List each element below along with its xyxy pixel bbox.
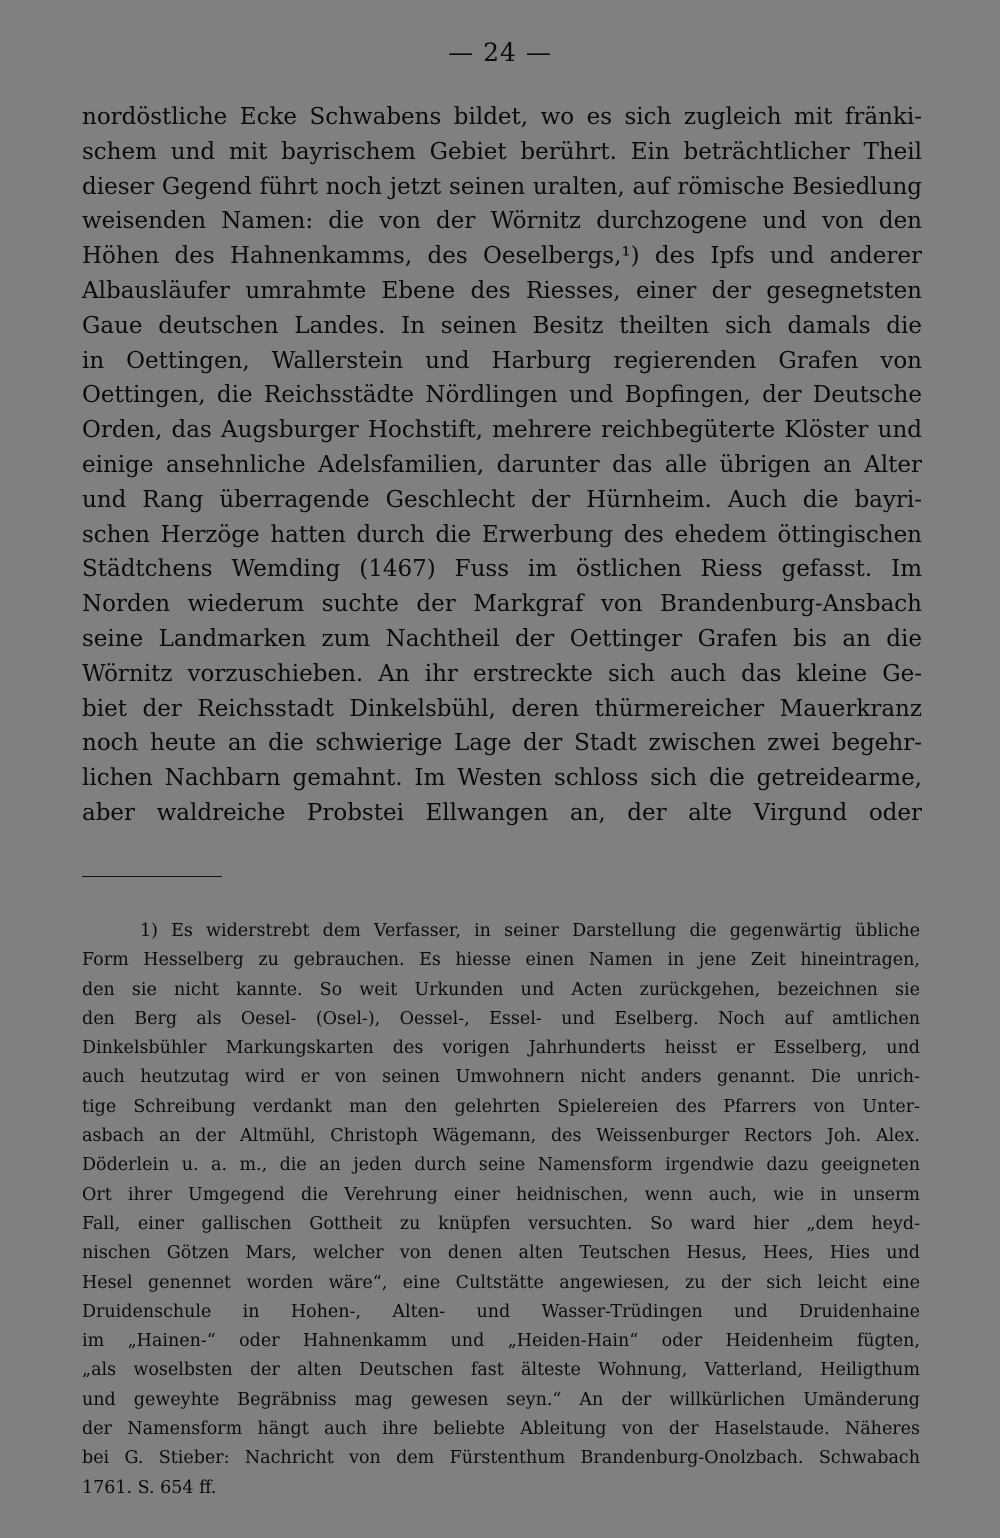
main-text <box>82 100 922 831</box>
footnote-line: Ort ihrer Umgegend die Verehrung einer heidnischen, wenn auch, wie in unserm <box>82 1184 920 1205</box>
page-number: — 24 — <box>448 38 552 67</box>
footnote-line: nischen Götzen Mars, welcher von denen alten Teutschen Hesus, Hees, Hies und <box>82 1243 920 1264</box>
footnote <box>82 917 920 1503</box>
text-line: schem und mit bayrischem Gebiet berührt. Ein beträchtlicher Theil <box>82 138 922 165</box>
footnote-line: Fall, einer gallischen Gottheit zu knüpfen versuchten. So ward hier „dem heyd- <box>82 1213 920 1234</box>
text-line: schen Herzöge hatten durch die Erwerbung des ehedem öttingischen <box>82 521 922 548</box>
footnote-line: asbach an der Altmühl, Christoph Wägemann, des Weissenburger Rectors Joh. Alex. <box>82 1126 920 1147</box>
text-line: einige ansehnliche Adelsfamilien, darunter das alle übrigen an Alter <box>82 451 922 478</box>
text-line: in Oettingen, Wallerstein und Harburg regierenden Grafen von <box>82 347 922 374</box>
footnote-separator <box>82 876 222 877</box>
text-line: Albausläufer umrahmte Ebene des Riesses, einer der gesegnetsten <box>82 277 922 304</box>
footnote-line: 1761. S. 654 ff. <box>82 1477 217 1498</box>
footnote-line: Druidenschule in Hohen-, Alten- und Wasser-Trüdingen und Druidenhaine <box>82 1301 920 1322</box>
text-line: Höhen des Hahnenkamms, des Oeselbergs,¹) des Ipfs und anderer <box>82 243 922 270</box>
footnote-line: und geweyhte Begräbniss mag gewesen seyn.“ An der willkürlichen Umänderung <box>82 1389 920 1410</box>
text-line: Norden wiederum suchte der Markgraf von Brandenburg-Ansbach <box>82 591 922 618</box>
text-line: Gaue deutschen Landes. In seinen Besitz theilten sich damals die <box>82 312 922 339</box>
footnote-line: Form Hesselberg zu gebrauchen. Es hiesse einen Namen in jene Zeit hineintragen, <box>82 950 920 971</box>
footnote-line: „als woselbsten der alten Deutschen fast älteste Wohnung, Vatterland, Heiligthum <box>82 1360 920 1381</box>
footnote-line: im „Hainen-“ oder Hahnenkamm und „Heiden-Hain“ oder Heidenheim fügten, <box>82 1331 920 1352</box>
text-line: noch heute an die schwierige Lage der Stadt zwischen zwei begehr- <box>82 730 922 757</box>
footnote-line: auch heutzutag wird er von seinen Umwohnern nicht anders genannt. Die unrich- <box>82 1067 920 1088</box>
text-line: Oettingen, die Reichsstädte Nördlingen und Bopfingen, der Deutsche <box>82 382 922 409</box>
text-line: aber waldreiche Probstei Ellwangen an, der alte Virgund oder <box>82 799 922 826</box>
text-line: und Rang überragende Geschlecht der Hürnheim. Auch die bayri- <box>82 486 922 513</box>
text-line: dieser Gegend führt noch jetzt seinen uralten, auf römische Besiedlung <box>82 173 922 200</box>
footnote-line: den sie nicht kannte. So weit Urkunden und Acten zurückgehen, bezeichnen sie <box>82 979 920 1000</box>
footnote-line: Dinkelsbühler Markungskarten des vorigen Jahrhunderts heisst er Esselberg, und <box>82 1038 920 1059</box>
footnote-line: Döderlein u. a. m., die an jeden durch seine Namensform irgendwie dazu geeigneten <box>82 1155 920 1176</box>
footnote-line: Hesel genennet worden wäre“, eine Cultstätte angewiesen, zu der sich leicht eine <box>82 1272 920 1293</box>
footnote-line: tige Schreibung verdankt man den gelehrten Spielereien des Pfarrers von Unter- <box>82 1096 920 1117</box>
text-line: nordöstliche Ecke Schwabens bildet, wo es sich zugleich mit fränki- <box>82 104 922 130</box>
text-line: weisenden Namen: die von der Wörnitz durchzogene und von den <box>82 208 922 235</box>
footnote-line: bei G. Stieber: Nachricht von dem Fürstenthum Brandenburg-Onolzbach. Schwabach <box>82 1448 920 1469</box>
text-line: Städtchens Wemding (1467) Fuss im östlichen Riess gefasst. Im <box>82 556 922 583</box>
text-line: Wörnitz vorzuschieben. An ihr erstreckte sich auch das kleine Ge- <box>82 660 922 687</box>
text-line: biet der Reichsstadt Dinkelsbühl, deren thürmereicher Mauerkranz <box>82 695 922 722</box>
footnote-line: der Namensform hängt auch ihre beliebte Ableitung von der Haselstaude. Näheres <box>82 1419 920 1440</box>
text-line: seine Landmarken zum Nachtheil der Oettinger Grafen bis an die <box>82 625 922 652</box>
footnote-line: 1) Es widerstrebt dem Verfasser, in seiner Darstellung die gegenwärtig übliche <box>140 921 920 941</box>
text-line: Orden, das Augsburger Hochstift, mehrere reichbegüterte Klöster und <box>82 417 922 444</box>
footnote-line: den Berg als Oesel- (Osel-), Oessel-, Essel- und Eselberg. Noch auf amtlichen <box>82 1008 920 1029</box>
text-line: lichen Nachbarn gemahnt. Im Westen schloss sich die getreidearme, <box>82 765 922 792</box>
